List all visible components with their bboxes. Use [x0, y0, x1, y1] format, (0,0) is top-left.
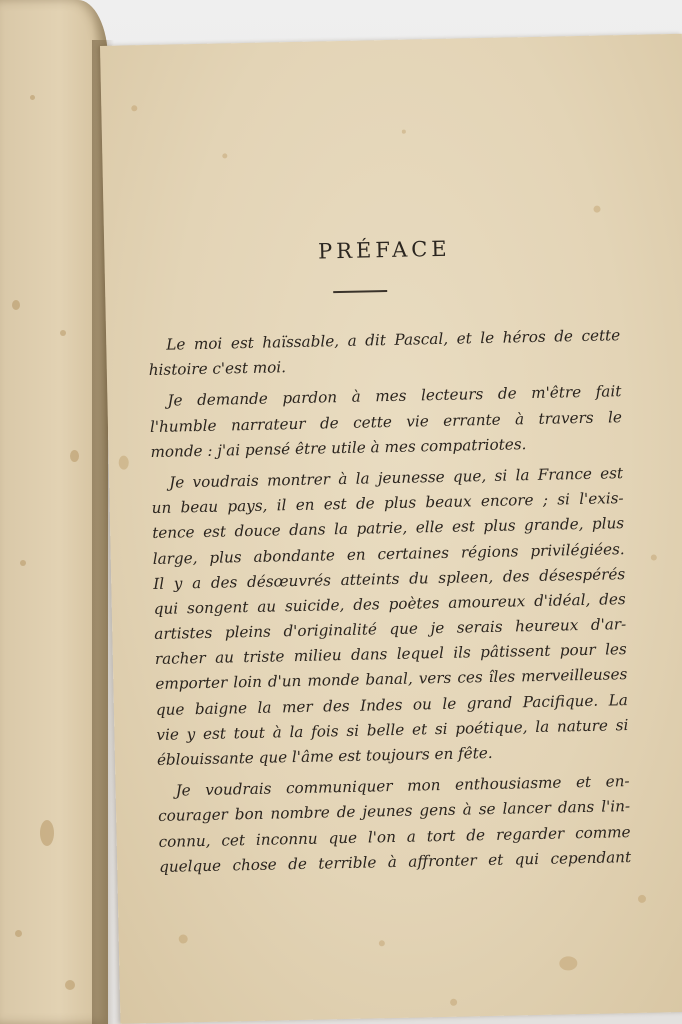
text-line: large, plus abondante en certaines régions privilégiées.: [152, 539, 625, 568]
text-line: artistes pleins d'originalité que je serais heureux d'ar-: [154, 615, 627, 644]
text-line: tence est douce dans la patrie, elle est plus grande, plus: [152, 514, 625, 543]
heading-rule: [333, 290, 387, 293]
text-line: qui songent au suicide, des poètes amoureux d'idéal, des: [153, 589, 626, 618]
text-line: courager bon nombre de jeunes gens à se lancer dans l'in-: [157, 797, 631, 826]
text-line: que baigne la mer des Indes ou le grand Pacifique. La: [155, 690, 628, 719]
text-line: connu, cet inconnu que l'on a tort de regarder comme: [158, 822, 631, 851]
text-line: l'humble narrateur de cette vie errante à travers le: [149, 407, 623, 436]
text-line: Le moi est haïssable, a dit Pascal, et le héros de cette: [166, 326, 621, 354]
text-line: éblouissante que l'âme est toujours en fête.: [156, 743, 493, 769]
text-line: emporter loin d'un monde banal, vers ces îles merveilleuses: [155, 665, 628, 694]
text-line: un beau pays, il en est de plus beaux encore ; si l'exis-: [151, 489, 624, 518]
paragraph: [151, 461, 629, 773]
page-heading: PRÉFACE: [317, 236, 451, 264]
text-line: vie y est tout à la fois si belle et si poétique, la nature si: [156, 715, 629, 744]
text-line: monde : j'ai pensé être utile à mes compatriotes.: [150, 434, 527, 461]
paragraph: [149, 380, 622, 465]
text-line: Je voudrais communiquer mon enthousiasme et en-: [175, 772, 630, 800]
text-line: Il y a des désœuvrés atteints du spleen, des désespérés: [153, 564, 626, 593]
preface-text: [148, 323, 631, 880]
text-line: quelque chose de terrible à affronter et qui cependant: [159, 847, 632, 876]
text-line: Je voudrais montrer à la jeunesse que, si la France est: [168, 464, 624, 492]
text-line: histoire c'est moi.: [148, 358, 287, 380]
text-line: Je demande pardon à mes lecteurs de m'être fait: [167, 382, 622, 411]
preface-page: [100, 34, 682, 1024]
paragraph: [157, 769, 631, 880]
text-line: racher au triste milieu dans lequel ils pâtissent pour les: [154, 640, 627, 669]
